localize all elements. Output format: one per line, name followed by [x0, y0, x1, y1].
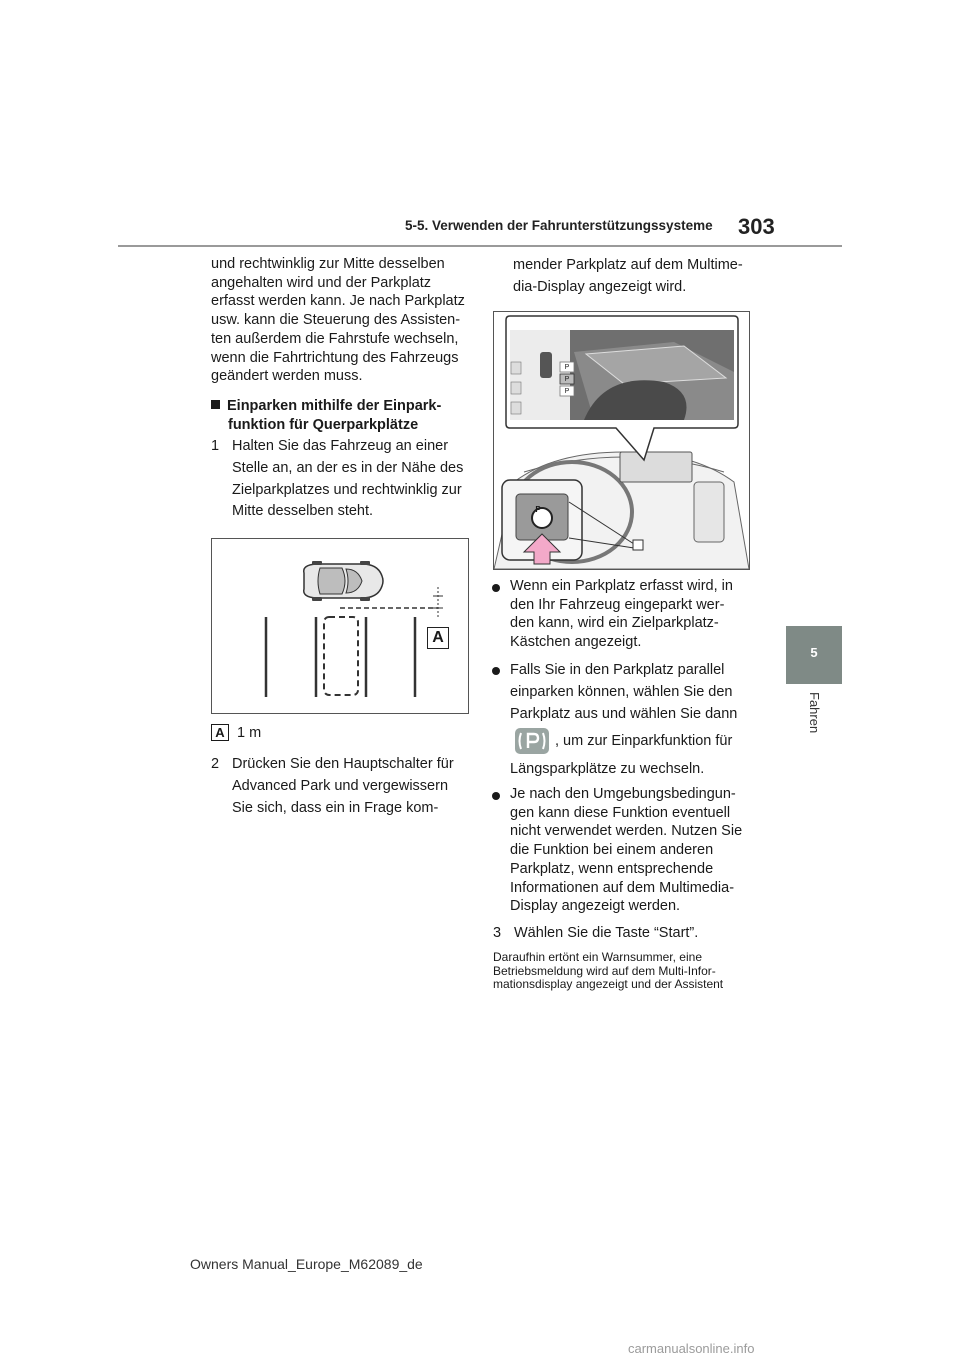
text-line: erfasst werden kann. Je nach Parkplatz [211, 293, 465, 310]
text-line: mationsdisplay angezeigt und der Assistent [493, 977, 724, 991]
bullet-item [510, 660, 755, 725]
chapter-number: 5 [810, 645, 818, 660]
text-line: mender Parkplatz auf dem Multime- [513, 257, 743, 273]
bullet-item [510, 785, 755, 916]
step-3-number: 3 [493, 925, 502, 941]
step-2-continuation [513, 255, 773, 299]
screen-p-label: P [564, 376, 570, 383]
car-top-view [304, 561, 383, 601]
text-line: Parkplatz aus und wählen Sie dann [510, 705, 738, 722]
step-1-number: 1 [211, 438, 220, 454]
text-line: ten außerdem die Fahrstufe wechseln, [211, 330, 459, 347]
heading-line: funktion für Querparkplätze [228, 417, 419, 433]
screen-p-label: P [564, 364, 570, 371]
header-divider [118, 245, 842, 247]
figure-legend [211, 724, 261, 743]
step-2-text [232, 754, 477, 819]
parking-diagram [211, 538, 469, 714]
screen-p-label: P [564, 388, 570, 395]
bullet-continuation: Längsparkplätze zu wechseln. [510, 761, 705, 777]
text-line: gen kann diese Funktion eventuell [510, 804, 731, 821]
text-line: Betriebsmeldung wird auf dem Multi-Infor- [493, 963, 716, 978]
text-line: und rechtwinklig zur Mitte desselben [211, 256, 445, 272]
text-line: Zielparkplatzes und rechtwinklig zur [232, 481, 462, 498]
section-heading [211, 397, 471, 435]
step-1-text [232, 436, 477, 523]
bullet-item [510, 577, 755, 652]
text-line: angehalten wird und der Parkplatz [211, 274, 432, 291]
note-paragraph [493, 951, 753, 992]
legend-key-a: A [211, 724, 229, 741]
text-line: wenn die Fahrtrichtung des Fahrzeugs [211, 349, 459, 366]
step-3-text: Wählen Sie die Taste “Start”. [514, 925, 699, 941]
intro-paragraph [211, 255, 471, 386]
text-line: Falls Sie in den Parkplatz parallel [510, 662, 725, 678]
text-line: Mitte desselben steht. [232, 503, 374, 520]
text-line: usw. kann die Steuerung des Assisten- [211, 312, 461, 329]
legend-value: 1 m [237, 725, 262, 741]
text-line: die Funktion bei einem anderen [510, 842, 714, 859]
heading-line: Einparken mithilfe der Einpark- [227, 398, 442, 414]
text-line: Stelle an, an der es in der Nähe des [232, 459, 464, 476]
section-title: 5-5. Verwenden der Fahrunterstützungssysteme [405, 218, 713, 233]
page-number: 303 [738, 214, 775, 239]
text-line: Daraufhin ertönt ein Warnsummer, eine [493, 950, 702, 964]
text-line: den kann, wird ein Zielparkplatz- [510, 615, 719, 632]
step-2-number: 2 [211, 756, 220, 772]
text-line: Wenn ein Parkplatz erfasst wird, in [510, 578, 733, 594]
text-line: dia-Display angezeigt wird. [513, 278, 687, 295]
chapter-label-text: Fahren [807, 692, 822, 734]
text-line: einparken können, wählen Sie den [510, 683, 733, 700]
text-line: den Ihr Fahrzeug eingeparkt wer- [510, 596, 725, 613]
parking-diagram-svg [212, 539, 468, 713]
text-line: Halten Sie das Fahrzeug an einer [232, 438, 449, 454]
text-line: Display angezeigt werden. [510, 898, 681, 915]
text-line: Parkplatz, wenn entsprechende [510, 860, 714, 877]
dashboard-svg [494, 312, 749, 569]
text-line: Kästchen angezeigt. [510, 634, 642, 651]
switch-p-letter: P [535, 505, 541, 514]
text-line: Advanced Park und vergewissern [232, 777, 449, 794]
chapter-label [800, 692, 830, 752]
text-line: geändert werden muss. [211, 368, 363, 385]
text-line: Drücken Sie den Hauptschalter für [232, 756, 454, 772]
parallel-parking-button-icon [515, 728, 549, 754]
text-line: nicht verwendet werden. Nutzen Sie [510, 823, 743, 840]
text-line: Sie sich, dass ein in Frage kom- [232, 799, 439, 816]
callout-a-label: A [427, 627, 449, 649]
watermark-text: carmanualsonline.info [628, 1341, 755, 1356]
bullet-icon-text: , um zur Einparkfunktion für [555, 733, 733, 749]
footer-text: Owners Manual_Europe_M62089_de [190, 1256, 423, 1272]
dashboard-figure [493, 311, 750, 570]
text-line: Informationen auf dem Multimedia- [510, 879, 735, 896]
parallel-parking-symbol [515, 728, 549, 754]
heading-square-icon [211, 400, 220, 409]
text-line: Je nach den Umgebungsbedingun- [510, 786, 736, 802]
